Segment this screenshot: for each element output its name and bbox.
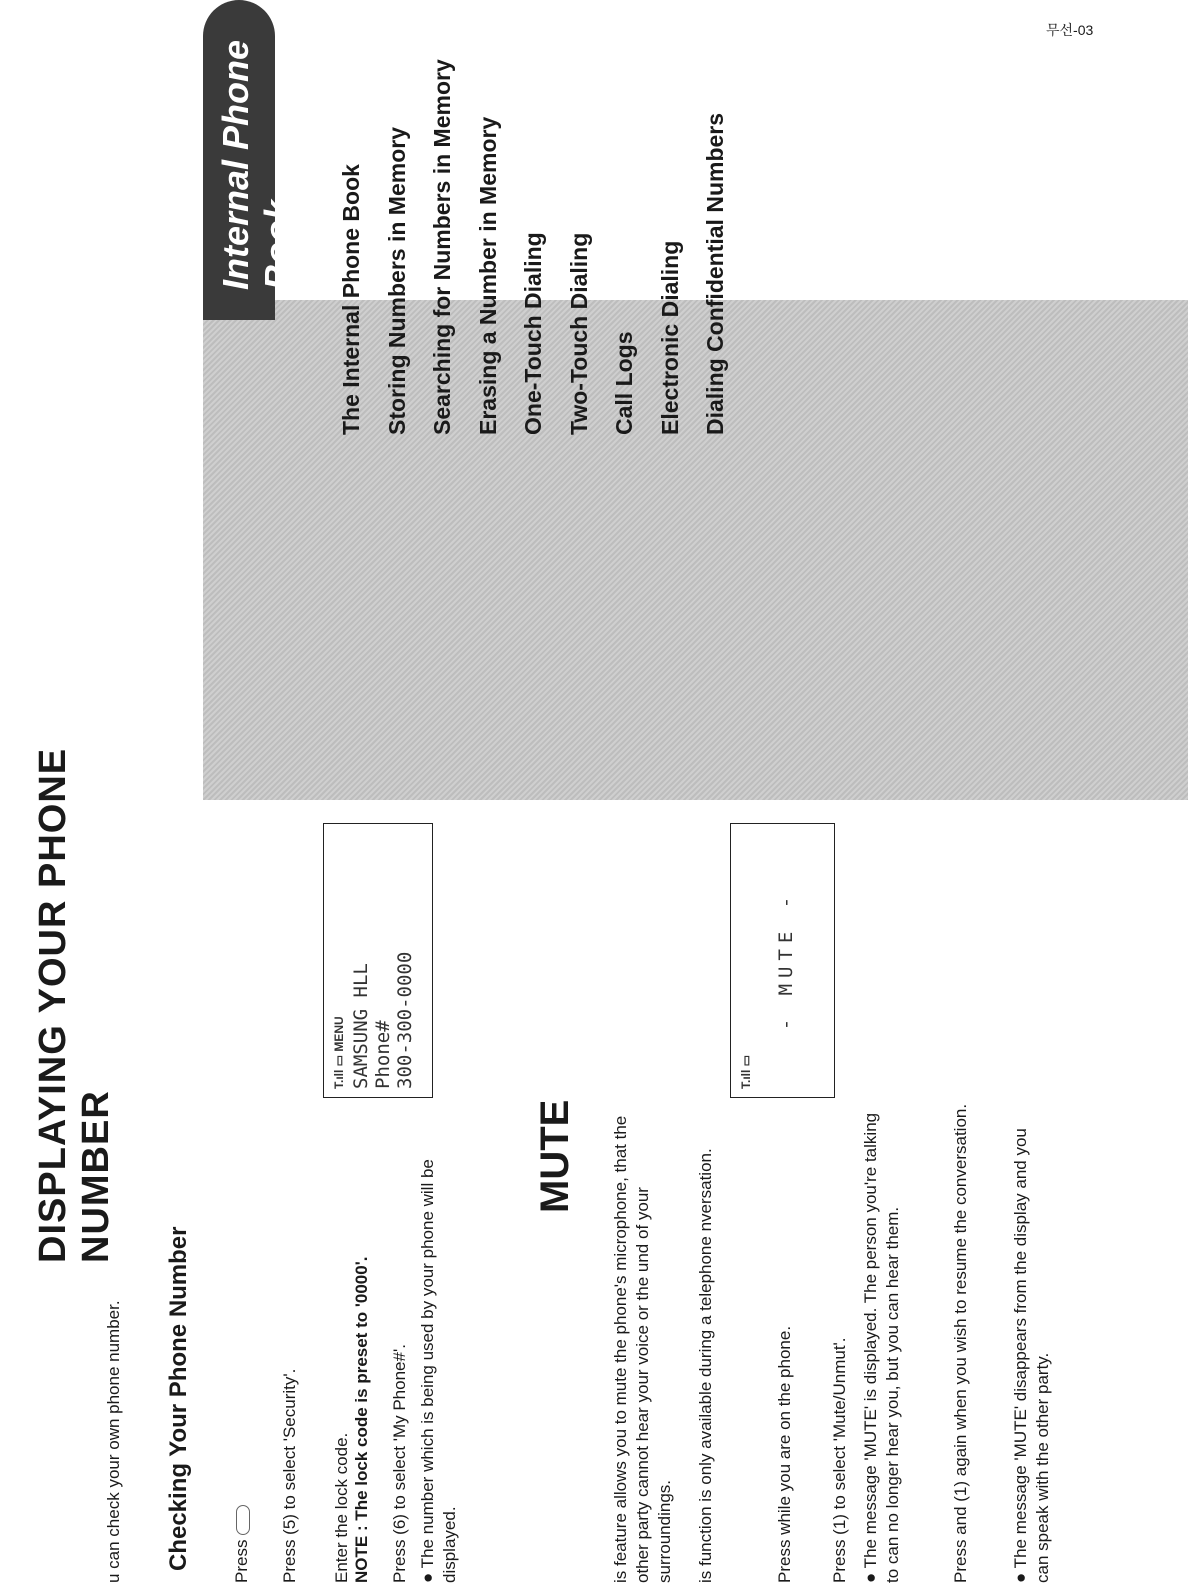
menu-key-icon bbox=[236, 1505, 250, 1535]
lcd-mute-text: - MUTE - bbox=[775, 890, 797, 1031]
instruction-page bbox=[0, 743, 1052, 1583]
intro-text: u can check your own phone number. bbox=[104, 1300, 123, 1583]
lcd-line: 300-300-0000 bbox=[394, 951, 416, 1089]
mute-description: is feature allows you to mute the phone's microphone, that the other party cannot hear your voice or the und of your surroundings. bbox=[611, 1115, 674, 1583]
mute-step-3: Press and (1) again when you wish to resume the conversation. bbox=[951, 1103, 970, 1583]
mute-availability: is function is only available during a telephone nversation. bbox=[696, 1148, 715, 1583]
toc-item[interactable]: Electronic Dialing bbox=[656, 240, 683, 435]
mute-step-2: Press (1) to select 'Mute/Unmut'. bbox=[830, 1337, 849, 1583]
toc-item[interactable]: Call Logs bbox=[611, 331, 637, 435]
step-1: Press bbox=[232, 1505, 252, 1583]
section-heading: Checking Your Phone Number bbox=[165, 1226, 192, 1571]
mute-step-1: Press while you are on the phone. bbox=[775, 1325, 794, 1583]
step-3: Enter the lock code. NOTE : The lock code is preset to '0000'. bbox=[332, 1256, 371, 1583]
lcd-display-phone-number bbox=[323, 823, 433, 1098]
mute-bullet-2: ● The message 'MUTE' disappears from the display and you can speak with the other party. bbox=[1011, 1128, 1052, 1583]
chapter-page bbox=[203, 0, 803, 800]
lcd-display-mute bbox=[730, 823, 835, 1098]
bullet-note: ● The number which is being used by your phone will be displayed. bbox=[418, 1159, 459, 1583]
page-code: 무선-03 bbox=[1046, 22, 1094, 38]
lcd-status-icons: T.ıll ▭ MENU bbox=[332, 1016, 346, 1089]
toc-item[interactable]: Dialing Confidential Numbers bbox=[702, 112, 728, 435]
step-2: Press (5) to select 'Security'. bbox=[280, 1368, 299, 1583]
toc-item[interactable]: Searching for Numbers in Memory bbox=[429, 59, 455, 435]
lcd-status-icons: T.ıll ▭ bbox=[739, 1054, 753, 1089]
step-4: Press (6) to select 'My Phone#'. bbox=[390, 1344, 409, 1583]
toc-item[interactable]: Two-Touch Dialing bbox=[565, 232, 592, 435]
mute-bullet-1: ● The message 'MUTE' is displayed. The person you're talking to can no longer hear you, but you can hear them. bbox=[861, 1112, 902, 1583]
table-of-contents bbox=[338, 15, 748, 435]
chapter-tab bbox=[203, 0, 298, 320]
toc-item[interactable]: The Internal Phone Book bbox=[338, 164, 364, 435]
chapter-title: Internal Phone Book bbox=[215, 39, 298, 290]
toc-item[interactable]: Erasing a Number in Memory bbox=[474, 116, 501, 435]
toc-item[interactable]: Storing Numbers in Memory bbox=[383, 127, 410, 435]
lcd-line: SAMSUNG HLL bbox=[350, 963, 372, 1089]
lcd-line: Phone# bbox=[372, 1020, 394, 1089]
mute-heading: MUTE bbox=[533, 1099, 577, 1213]
toc-item[interactable]: One-Touch Dialing bbox=[520, 232, 546, 435]
page-title: DISPLAYING YOUR PHONE NUMBER bbox=[32, 747, 117, 1263]
